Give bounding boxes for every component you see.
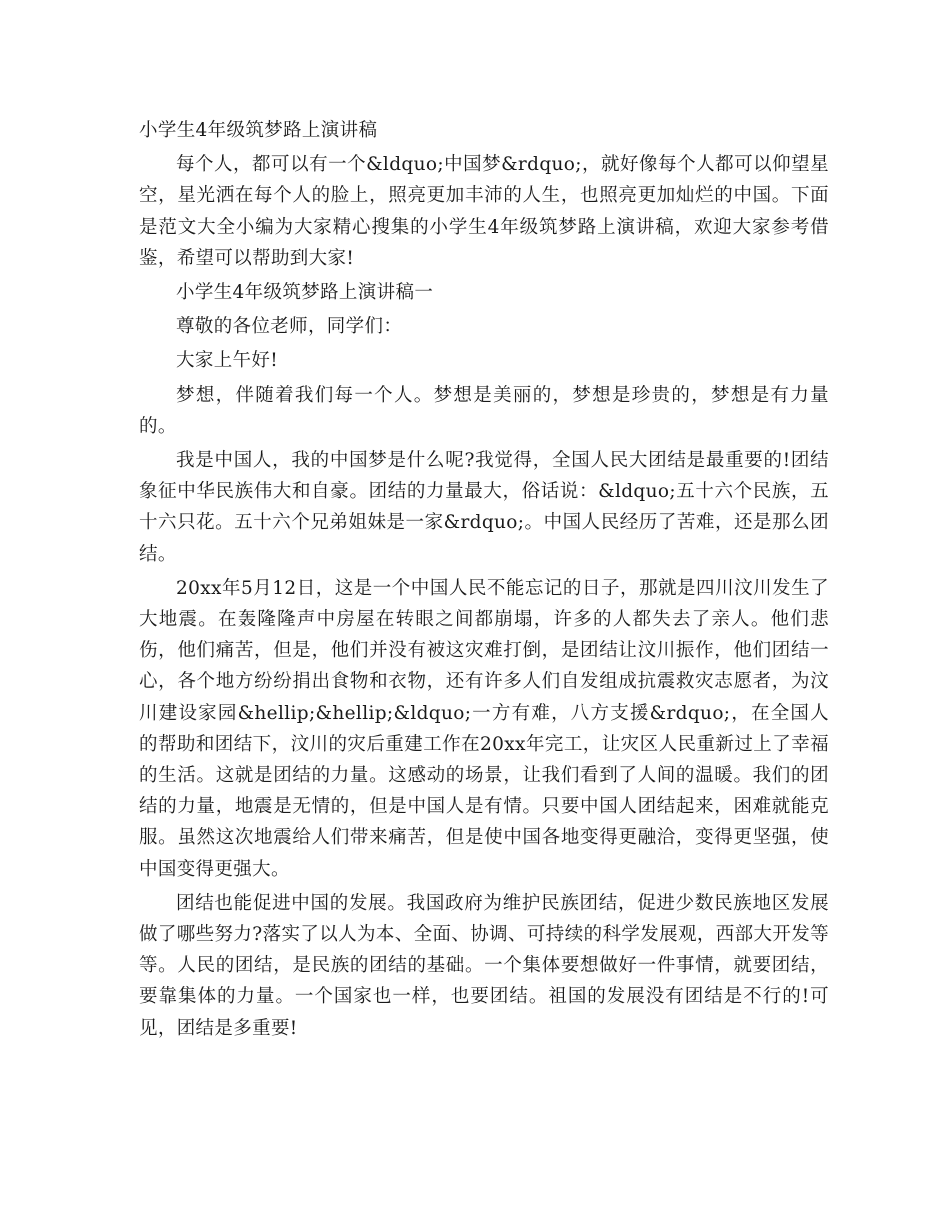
document-title: 小学生4年级筑梦路上演讲稿 [139,120,378,141]
paragraph-dream: 梦想，伴随着我们每一个人。梦想是美丽的，梦想是珍贵的，梦想是有力量的。 [139,384,829,437]
paragraph-earthquake: 20xx年5月12日，这是一个中国人民不能忘记的日子，那就是四川汶川发生了大地震。在轰隆隆声中房屋在转眼之间都崩塌，许多的人都失去了亲人。他们悲伤，他们痛苦，但是，他们并没有被这灾难打倒，是团结让汶川振作，他们团结一心，各个地方纷纷捐出食物和衣物，还有许多人们自发组成抗震救灾志愿者，为汶川建设家园&hellip;&hellip;&ldquo;一方有难，八方支援&rdquo;，在全国人的帮助和团结下，汶川的灾后重建工作在20xx年完工，让灾区人民重新过上了幸福的生活。这就是团结的力量。这感动的场景，让我们看到了人间的温暖。我们的团结的力量，地震是无情的，但是中国人是有情。只要中国人团结起来，困难就能克服。虽然这次地震给人们带来痛苦，但是使中国各地变得更融洽，变得更坚强，使中国变得更强大。 [139,577,829,880]
paragraph-section-heading: 小学生4年级筑梦路上演讲稿一 [176,282,434,304]
paragraph-unity: 我是中国人，我的中国梦是什么呢?我觉得，全国人民大团结是最重要的!团结象征中华民族伟大和自豪。团结的力量最大，俗话说：&ldquo;五十六个民族，五十六只花。五十六个兄弟姐妹是一家&rdquo;。中国人民经历了苦难，还是那么团结。 [139,450,829,565]
paragraph-salutation: 尊敬的各位老师，同学们： [176,316,403,338]
paragraph-greeting: 大家上午好! [176,350,279,372]
paragraph-intro: 每个人，都可以有一个&ldquo;中国梦&rdquo;，就好像每个人都可以仰望星空，星光洒在每个人的脸上，照亮更加丰沛的人生，也照亮更加灿烂的中国。下面是范文大全小编为大家精心搜集的小学生4年级筑梦路上演讲稿，欢迎大家参考借鉴，希望可以帮助到大家! [139,154,829,269]
document-body [139,115,829,1044]
paragraph-development: 团结也能促进中国的发展。我国政府为维护民族团结，促进少数民族地区发展做了哪些努力?落实了以人为本、全面、协调、可持续的科学发展观，西部大开发等等。人民的团结，是民族的团结的基础。一个集体要想做好一件事情，就要团结，要靠集体的力量。一个国家也一样，也要团结。祖国的发展没有团结是不行的!可见，团结是多重要! [139,892,829,1039]
